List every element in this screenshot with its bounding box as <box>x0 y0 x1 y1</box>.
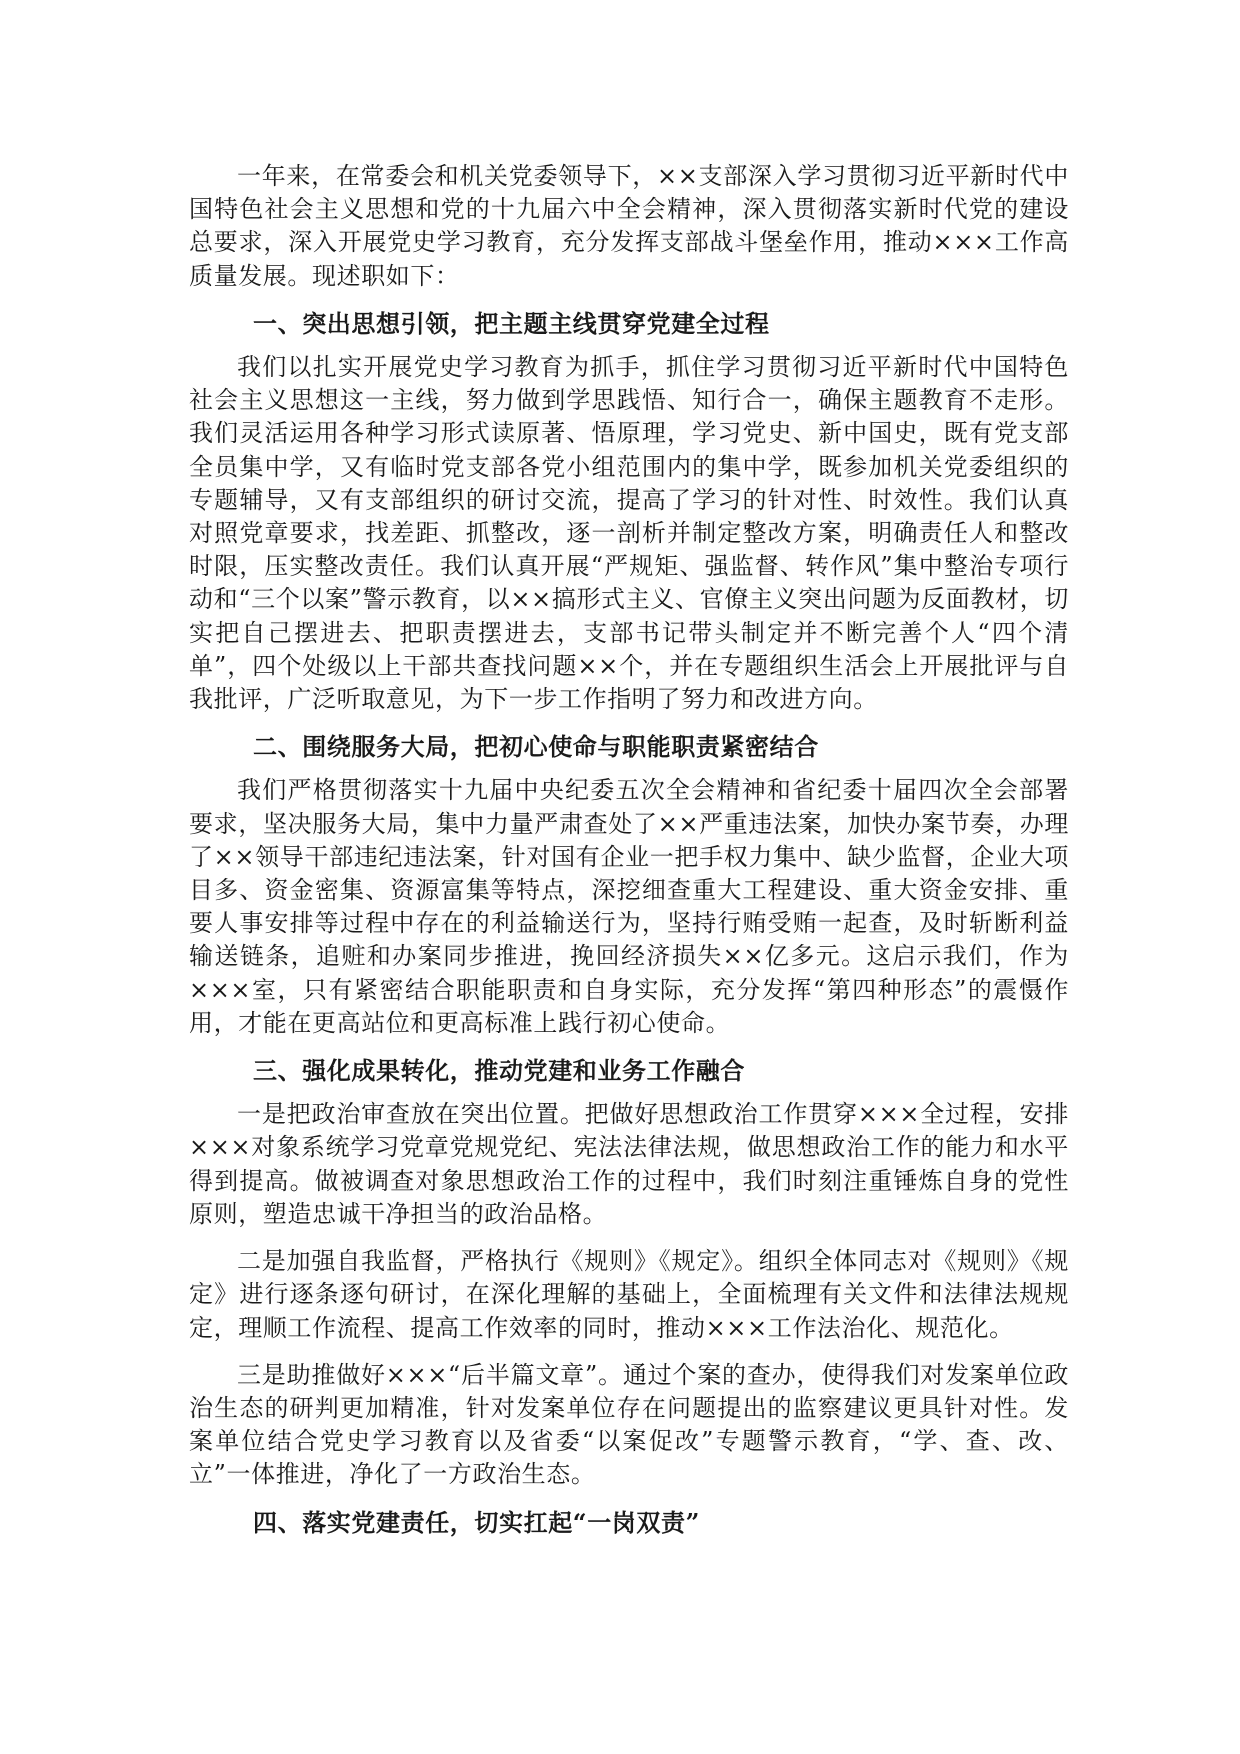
section-4-heading: 四、落实党建责任，切实扛起“一岗双责” <box>253 1507 701 1537</box>
section-1-paragraph-1: 我们以扎实开展党史学习教育为抓手，抓住学习贯彻习近平新时代中国特色社会主义思想这一主线，努力做到学思践悟、知行合一，确保主题教育不走形。我们灵活运用各种学习形式读原著、悟原理，学习党史、新中国史，既有党支部全员集中学，又有临时党支部各党小组范围内的集中学，既参加机关党委组织的专题辅导，又有支部组织的研讨交流，提高了学习的针对性、时效性。我们认真对照党章要求，找差距、抓整改，逐一剖析并制定整改方案，明确责任人和整改时限，压实整改责任。我们认真开展“严规矩、强监督、转作风”集中整治专项行动和“三个以案”警示教育，以××搞形式主义、官僚主义突出问题为反面教材，切实把自己摆进去、把职责摆进去，支部书记带头制定并不断完善个人“四个清单”，四个处级以上干部共查找问题××个，并在专题组织生活会上开展批评与自我批评，广泛听取意见，为下一步工作指明了努力和改进方向。 <box>189 353 1069 714</box>
section-3-paragraph-1: 一是把政治审查放在突出位置。把做好思想政治工作贯穿×××全过程，安排×××对象系统学习党章党规党纪、宪法法律法规，做思想政治工作的能力和水平得到提高。做被调查对象思想政治工作的过程中，我们时刻注重锤炼自身的党性原则，塑造忠诚干净担当的政治品格。 <box>189 1100 1069 1228</box>
section-2-paragraph-1: 我们严格贯彻落实十九届中央纪委五次全会精神和省纪委十届四次全会部署要求，坚决服务大局，集中力量严肃查处了××严重违法案，加快办案节奏，办理了××领导干部违纪违法案，针对国有企业一把手权力集中、缺少监督，企业大项目多、资金密集、资源富集等特点，深挖细查重大工程建设、重大资金安排、重要人事安排等过程中存在的利益输送行为，坚持行贿受贿一起查，及时斩断利益输送链条，追赃和办案同步推进，挽回经济损失××亿多元。这启示我们，作为×××室，只有紧密结合职能职责和自身实际，充分发挥“第四种形态”的震慑作用，才能在更高站位和更高标准上践行初心使命。 <box>189 776 1069 1037</box>
section-3-heading: 三、强化成果转化，推动党建和业务工作融合 <box>253 1056 745 1086</box>
document-page <box>189 160 1069 1539</box>
intro-paragraph: 一年来，在常委会和机关党委领导下，××支部深入学习贯彻习近平新时代中国特色社会主义思想和党的十九届六中全会精神，深入贯彻落实新时代党的建设总要求，深入开展党史学习教育，充分发挥支部战斗堡垒作用，推动×××工作高质量发展。现述职如下： <box>189 162 1069 290</box>
section-3-paragraph-3: 三是助推做好×××“后半篇文章”。通过个案的查办，使得我们对发案单位政治生态的研判更加精准，针对发案单位存在问题提出的监察建议更具针对性。发案单位结合党史学习教育以及省委“以案促改”专题警示教育，“学、查、改、立”一体推进，净化了一方政治生态。 <box>189 1360 1069 1489</box>
section-1-heading: 一、突出思想引领，把主题主线贯穿党建全过程 <box>253 308 770 338</box>
section-3-paragraph-2: 二是加强自我监督，严格执行《规则》《规定》。组织全体同志对《规则》《规定》进行逐条逐句研讨，在深化理解的基础上，全面梳理有关文件和法律法规规定，理顺工作流程、提高工作效率的同时，推动×××工作法治化、规范化。 <box>189 1247 1069 1342</box>
section-2-heading: 二、围绕服务大局，把初心使命与职能职责紧密结合 <box>253 732 819 762</box>
